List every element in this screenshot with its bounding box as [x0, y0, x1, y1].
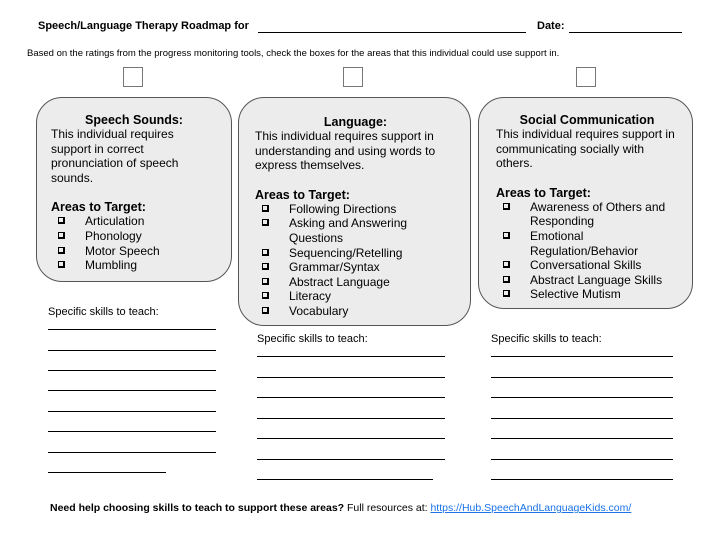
- document-title: [38, 20, 249, 32]
- date-label: Date:: [537, 20, 565, 32]
- writing-line[interactable]: [491, 438, 673, 439]
- writing-line[interactable]: [491, 397, 673, 398]
- checkbox-bullet-icon: [262, 249, 269, 256]
- skills-label-language: Specific skills to teach:: [257, 333, 368, 345]
- target-list: [51, 214, 217, 272]
- name-field-line[interactable]: [258, 32, 526, 33]
- writing-line[interactable]: [257, 356, 445, 357]
- writing-line[interactable]: [257, 459, 445, 460]
- list-item: Mumbling: [51, 258, 217, 273]
- areas-to-target-heading: Areas to Target:: [496, 185, 591, 200]
- instructions-text: Based on the ratings from the progress monitoring tools, check the boxes for the areas that this individual could use support in.: [27, 48, 560, 59]
- writing-line[interactable]: [48, 472, 166, 473]
- checkbox-bullet-icon: [503, 261, 510, 268]
- list-item: Articulation: [51, 214, 217, 229]
- checkbox-bullet-icon: [262, 205, 269, 212]
- social-communication-box: [478, 97, 693, 309]
- box-title: Social Communication: [519, 113, 655, 127]
- checkbox-bullet-icon: [503, 203, 510, 210]
- writing-line[interactable]: [257, 418, 445, 419]
- target-list: [255, 202, 456, 319]
- list-item: Motor Speech: [51, 244, 217, 259]
- social-communication-checkbox[interactable]: [576, 67, 596, 87]
- target-list: [496, 200, 678, 302]
- writing-line[interactable]: [491, 356, 673, 357]
- list-item: Following Directions: [255, 202, 456, 217]
- skills-label-social: Specific skills to teach:: [491, 333, 602, 345]
- areas-to-target-heading: Areas to Target:: [255, 187, 350, 202]
- title-text: Speech/Language Therapy Roadmap for: [38, 20, 249, 32]
- checkbox-bullet-icon: [58, 217, 65, 224]
- list-item: Asking and Answering Questions: [255, 216, 456, 245]
- footer-question: Need help choosing skills to teach to support these areas?: [50, 502, 345, 514]
- footer: [50, 502, 631, 514]
- box-description: This individual requires support in correct pronunciation of speech sounds.: [51, 127, 179, 185]
- writing-line[interactable]: [48, 350, 216, 351]
- resources-link[interactable]: https://Hub.SpeechAndLanguageKids.com/: [430, 502, 632, 514]
- list-item: Emotional Regulation/Behavior: [496, 229, 678, 258]
- skills-label-speech: Specific skills to teach:: [48, 306, 159, 318]
- speech-sounds-box: [36, 97, 232, 282]
- box-description: This individual requires support in understanding and using words to express themselves.: [255, 129, 436, 173]
- checkbox-bullet-icon: [58, 232, 65, 239]
- writing-line[interactable]: [48, 452, 216, 453]
- list-item: Literacy: [255, 289, 456, 304]
- writing-line[interactable]: [491, 377, 673, 378]
- checkbox-bullet-icon: [262, 263, 269, 270]
- list-item: Abstract Language Skills: [496, 273, 678, 288]
- writing-line[interactable]: [257, 438, 445, 439]
- writing-line[interactable]: [257, 479, 433, 480]
- list-item: Sequencing/Retelling: [255, 246, 456, 261]
- checkbox-bullet-icon: [503, 232, 510, 239]
- writing-line[interactable]: [257, 397, 445, 398]
- box-description: This individual requires support in communicating socially with others.: [496, 127, 675, 171]
- box-title: Language:: [323, 115, 388, 129]
- writing-line[interactable]: [48, 431, 216, 432]
- writing-line[interactable]: [491, 459, 673, 460]
- checkbox-bullet-icon: [262, 219, 269, 226]
- list-item: Awareness of Others and Responding: [496, 200, 678, 229]
- language-checkbox[interactable]: [343, 67, 363, 87]
- writing-line[interactable]: [48, 329, 216, 330]
- checkbox-bullet-icon: [262, 292, 269, 299]
- writing-line[interactable]: [491, 418, 673, 419]
- writing-line[interactable]: [48, 370, 216, 371]
- date-field-line[interactable]: [569, 32, 682, 33]
- writing-line[interactable]: [48, 411, 216, 412]
- writing-line[interactable]: [257, 377, 445, 378]
- checkbox-bullet-icon: [503, 276, 510, 283]
- list-item: Vocabulary: [255, 304, 456, 319]
- checkbox-bullet-icon: [262, 307, 269, 314]
- writing-line[interactable]: [491, 479, 673, 480]
- list-item: Selective Mutism: [496, 287, 678, 302]
- list-item: Grammar/Syntax: [255, 260, 456, 275]
- language-box: [238, 97, 471, 326]
- footer-resources-label: Full resources at:: [347, 502, 428, 514]
- box-title: Speech Sounds:: [85, 113, 183, 127]
- checkbox-bullet-icon: [58, 247, 65, 254]
- areas-to-target-heading: Areas to Target:: [51, 200, 146, 215]
- list-item: Abstract Language: [255, 275, 456, 290]
- speech-sounds-checkbox[interactable]: [123, 67, 143, 87]
- checkbox-bullet-icon: [503, 290, 510, 297]
- list-item: Phonology: [51, 229, 217, 244]
- writing-line[interactable]: [48, 390, 216, 391]
- list-item: Conversational Skills: [496, 258, 678, 273]
- checkbox-bullet-icon: [262, 278, 269, 285]
- checkbox-bullet-icon: [58, 261, 65, 268]
